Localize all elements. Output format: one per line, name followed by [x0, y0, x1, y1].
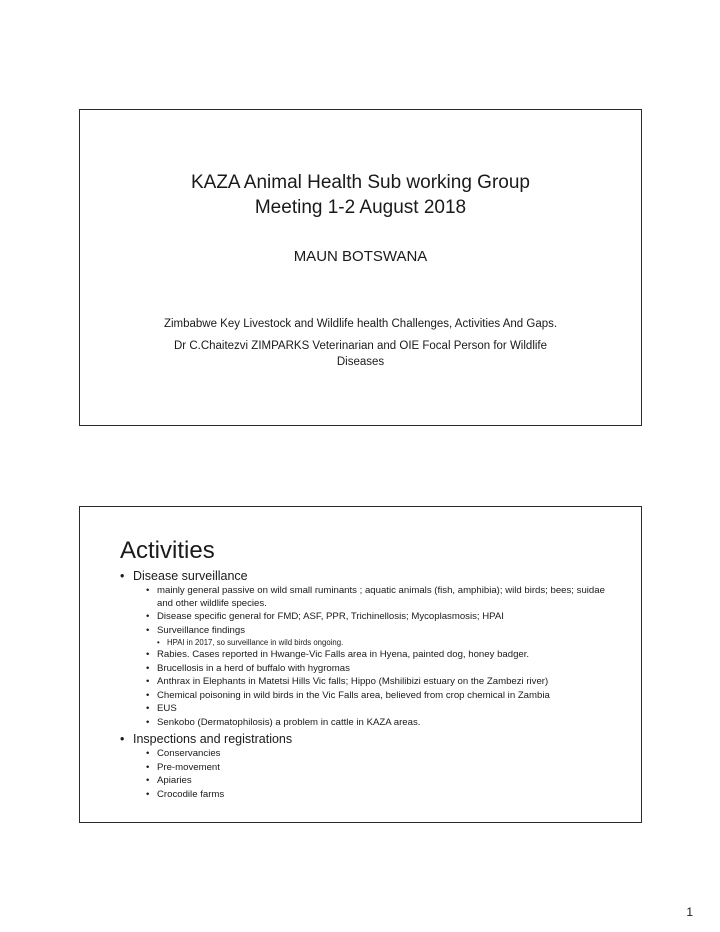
section-subitems: [133, 585, 611, 729]
activities-list: [120, 569, 611, 804]
section-subitems: [133, 748, 611, 801]
list-item-text: Brucellosis in a herd of buffalo with hygromas: [157, 662, 350, 674]
list-item: [133, 775, 611, 788]
list-item: [133, 748, 611, 761]
list-item-text: mainly general passive on wild small ruminants ; aquatic animals (fish, amphibia); wild birds; bees; suidae and other wildlife species.: [157, 585, 605, 609]
bullet-icon: •: [146, 761, 150, 773]
nested-item: [133, 637, 611, 648]
bullet-icon: •: [157, 638, 160, 647]
slide-title: [80, 170, 641, 220]
page-number: 1: [686, 905, 693, 919]
list-item: [133, 585, 611, 610]
list-item-text: Anthrax in Elephants in Matetsi Hills Vic falls; Hippo (Mshilibizi estuary on the Zambezi river): [157, 676, 549, 687]
list-item: [133, 611, 611, 624]
list-item-text: Conservancies: [157, 748, 221, 759]
list-item: [133, 690, 611, 703]
bullet-icon: •: [146, 703, 150, 714]
list-item-text: Surveillance findings: [157, 624, 245, 636]
slide-subtitle: MAUN BOTSWANA: [293, 248, 428, 265]
presentation-topic: Zimbabwe Key Livestock and Wildlife health Challenges, Activities And Gaps.: [163, 318, 558, 330]
bullet-icon: •: [146, 611, 150, 622]
activities-slide: [79, 506, 642, 823]
nested-subitems: [157, 637, 611, 648]
list-item: [133, 649, 611, 662]
list-item-text: Senkobo (Dermatophilosis) a problem in cattle in KAZA areas.: [157, 716, 421, 728]
slide-title-line-2: Meeting 1-2 August 2018: [254, 197, 467, 218]
list-item: [133, 625, 611, 649]
list-item: [133, 717, 611, 730]
list-item-text: EUS: [157, 703, 177, 714]
section-label: Inspections and registrations: [133, 732, 293, 746]
slide-title-line-1: KAZA Animal Health Sub working Group: [190, 172, 530, 193]
list-item: [133, 676, 611, 689]
bullet-icon: •: [146, 649, 150, 660]
section-item: [120, 732, 611, 801]
activities-sections: [120, 569, 611, 801]
bullet-icon: •: [120, 569, 125, 583]
bullet-icon: •: [146, 788, 150, 800]
list-item-text: Apiaries: [157, 775, 192, 786]
bullet-icon: •: [146, 748, 150, 759]
bullet-icon: •: [146, 624, 150, 636]
list-item: [133, 762, 611, 775]
bullet-icon: •: [146, 662, 150, 674]
list-item-text: Pre-movement: [157, 761, 220, 773]
list-item: [133, 703, 611, 716]
bullet-icon: •: [146, 716, 150, 728]
bullet-icon: •: [146, 585, 150, 596]
list-item-text: Rabies. Cases reported in Hwange-Vic Falls area in Hyena, painted dog, honey badger.: [157, 649, 530, 660]
bullet-icon: •: [146, 775, 150, 786]
list-item: [133, 663, 611, 676]
title-slide: [79, 109, 642, 426]
presenter-credit: Dr C.Chaitezvi ZIMPARKS Veterinarian and OIE Focal Person for Wildlife Diseases: [173, 340, 548, 368]
nested-item-text: HPAI in 2017, so surveillance in wild birds ongoing.: [167, 638, 344, 647]
list-item-text: Crocodile farms: [157, 788, 225, 800]
list-item-text: Chemical poisoning in wild birds in the Vic Falls area, believed from crop chemical in Zambia: [157, 689, 550, 701]
list-item-text: Disease specific general for FMD; ASF, PPR, Trichinellosis; Mycoplasmosis; HPAI: [157, 611, 504, 622]
section-item: [120, 569, 611, 729]
slide-description: [150, 316, 571, 376]
bullet-icon: •: [120, 732, 125, 746]
section-label: Disease surveillance: [133, 569, 248, 583]
list-item: [133, 789, 611, 802]
activities-heading: Activities: [120, 537, 215, 564]
bullet-icon: •: [146, 689, 150, 701]
bullet-icon: •: [146, 676, 150, 687]
